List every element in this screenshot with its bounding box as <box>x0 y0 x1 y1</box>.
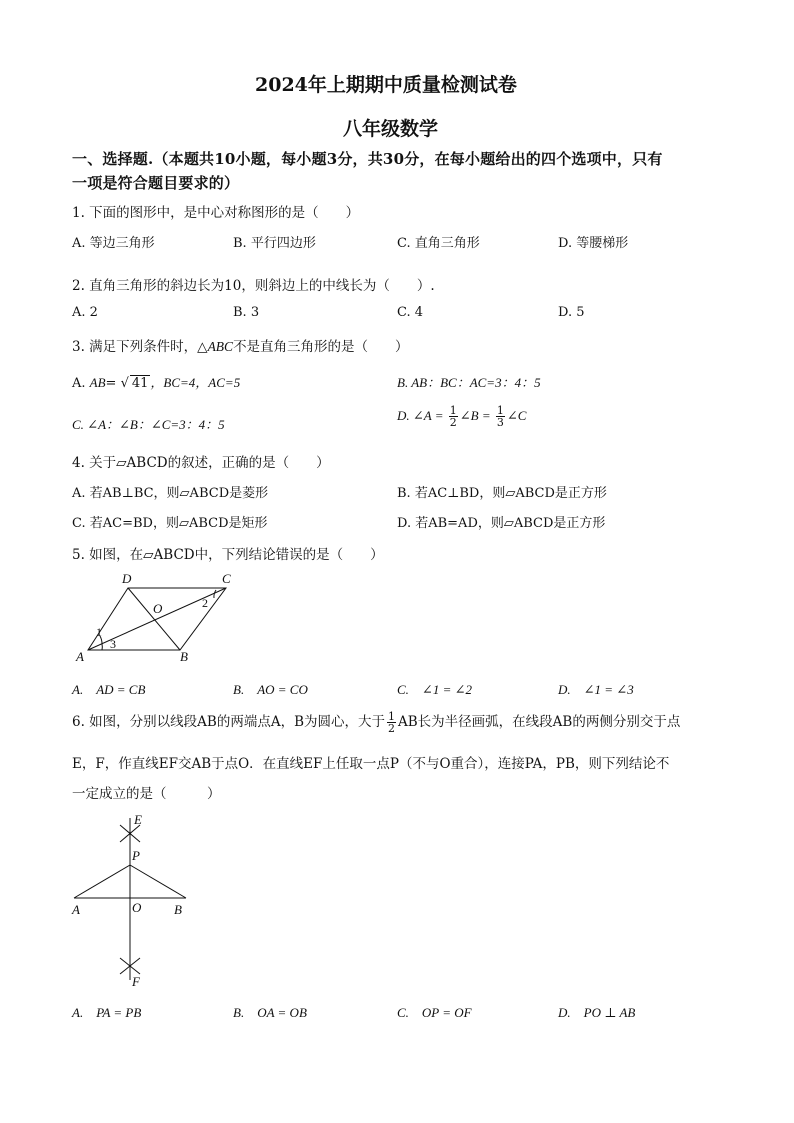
option-a-sqrt: 41 <box>131 376 149 391</box>
option-a-eq: = <box>105 376 121 391</box>
question-2-option-d: D. 5 <box>558 305 585 320</box>
fraction-num: 1 <box>449 404 457 417</box>
question-4-option-b: B. 若AC⊥BD，则▱ABCD是正方形 <box>397 486 607 501</box>
page-title: 2024年上期期中质量检测试卷 <box>255 74 517 96</box>
question-2-option-b: B. 3 <box>233 305 260 320</box>
label-o: O <box>153 601 163 616</box>
question-2-option-a: A. 2 <box>72 305 98 320</box>
label-p: P <box>132 848 140 863</box>
question-6-line1 <box>72 710 680 734</box>
question-3-stem-var: ABC <box>207 339 234 354</box>
fraction-third <box>496 405 505 428</box>
question-6-option-c: C. OP = OF <box>397 1005 472 1020</box>
label-a: A <box>72 902 80 917</box>
question-6-option-d: D. PO ⊥ AB <box>558 1005 636 1020</box>
question-4-option-a: A. 若AB⊥BC，则▱ABCD是菱形 <box>72 486 269 501</box>
question-4-stem: 4. 关于▱ABCD的叙述，正确的是（ ） <box>72 455 330 471</box>
label-angle-1: 1 <box>96 625 102 639</box>
fraction-num: 1 <box>388 710 396 723</box>
label-b: B <box>174 902 182 917</box>
question-3-stem-post: 不是直角三角形的是（ ） <box>233 339 409 355</box>
question-1-option-d: D. 等腰梯形 <box>558 236 629 251</box>
question-5-option-c: C. ∠1 = ∠2 <box>397 682 472 697</box>
question-4-option-d: D. 若AB=AD，则▱ABCD是正方形 <box>397 516 606 531</box>
label-a: A <box>76 649 84 664</box>
question-1-option-a: A. 等边三角形 <box>72 236 155 251</box>
fraction-num: 1 <box>496 404 504 417</box>
question-3-stem <box>72 335 409 355</box>
diagonal-bd <box>128 588 180 650</box>
question-1-option-c: C. 直角三角形 <box>397 236 480 251</box>
perpendicular-bisector-figure <box>66 810 196 990</box>
option-d-post: ∠C <box>506 408 527 423</box>
question-3-stem-pre: 3. 满足下列条件时，△ <box>72 339 208 355</box>
question-5-option-b: B. AO = CO <box>233 682 308 697</box>
sqrt-sign-icon: √ <box>120 376 129 391</box>
question-1-stem: 1. 下面的图形中，是中心对称图形的是（ ） <box>72 205 360 221</box>
parallelogram-figure <box>70 568 250 668</box>
option-a-prefix: A. <box>72 376 90 391</box>
label-angle-2: 2 <box>202 596 208 610</box>
question-6-option-b: B. OA = OB <box>233 1005 307 1020</box>
question-4-option-c: C. 若AC=BD，则▱ABCD是矩形 <box>72 516 268 531</box>
segment-pb <box>130 865 186 898</box>
fraction-half <box>449 405 458 428</box>
label-o: O <box>132 900 142 915</box>
question-3-option-b: B. AB：BC：AC=3：4：5 <box>397 375 541 390</box>
label-d: D <box>122 571 132 586</box>
question-5-option-d: D. ∠1 = ∠3 <box>558 682 634 697</box>
question-3-option-d <box>397 405 526 428</box>
fraction-den: 3 <box>496 416 504 429</box>
question-6-line2: E，F，作直线EF交AB于点O．在直线EF上任取一点P（不与O重合），连接PA，PB，则下列结论不 <box>72 756 670 772</box>
option-d-mid: ∠B = <box>459 408 494 423</box>
label-angle-3: 3 <box>110 637 116 651</box>
section-heading-line2: 一项是符合题目要求的） <box>72 174 240 192</box>
page-subtitle: 八年级数学 <box>343 118 439 140</box>
fraction-half-q6 <box>387 711 396 734</box>
option-d-pre: D. ∠A = <box>397 408 447 423</box>
question-6-line1-pre: 6. 如图，分别以线段AB的两端点A，B为圆心，大于 <box>72 714 386 730</box>
question-6-option-a: A. PA = PB <box>72 1005 142 1020</box>
label-f: F <box>132 974 140 989</box>
question-1-option-b: B. 平行四边形 <box>233 236 316 251</box>
option-a-rest: ，BC=4，AC=5 <box>150 375 241 390</box>
label-b: B <box>180 649 188 664</box>
option-a-var: AB <box>89 375 106 390</box>
question-2-stem: 2. 直角三角形的斜边长为10，则斜边上的中线长为（ ）. <box>72 278 435 294</box>
fraction-den: 2 <box>449 416 457 429</box>
question-5-option-a: A. AD = CB <box>72 682 146 697</box>
question-6-line1-post: AB长为半径画弧，在线段AB的两侧分别交于点 <box>398 714 681 730</box>
question-3-option-c: C. ∠A：∠B：∠C=3：4：5 <box>72 417 225 432</box>
angle-arc-2 <box>214 590 216 598</box>
label-c: C <box>222 571 231 586</box>
question-3-option-a <box>72 372 240 391</box>
question-6-line3: 一定成立的是（ ） <box>72 786 221 802</box>
section-heading-line1: 一、选择题.（本题共10小题，每小题3分，共30分，在每小题给出的四个选项中，只有 <box>72 150 663 168</box>
question-2-option-c: C. 4 <box>397 305 424 320</box>
question-5-stem: 5. 如图，在▱ABCD中，下列结论错误的是（ ） <box>72 547 384 563</box>
segment-pa <box>74 865 130 898</box>
label-e: E <box>134 812 142 827</box>
fraction-den: 2 <box>388 722 396 735</box>
